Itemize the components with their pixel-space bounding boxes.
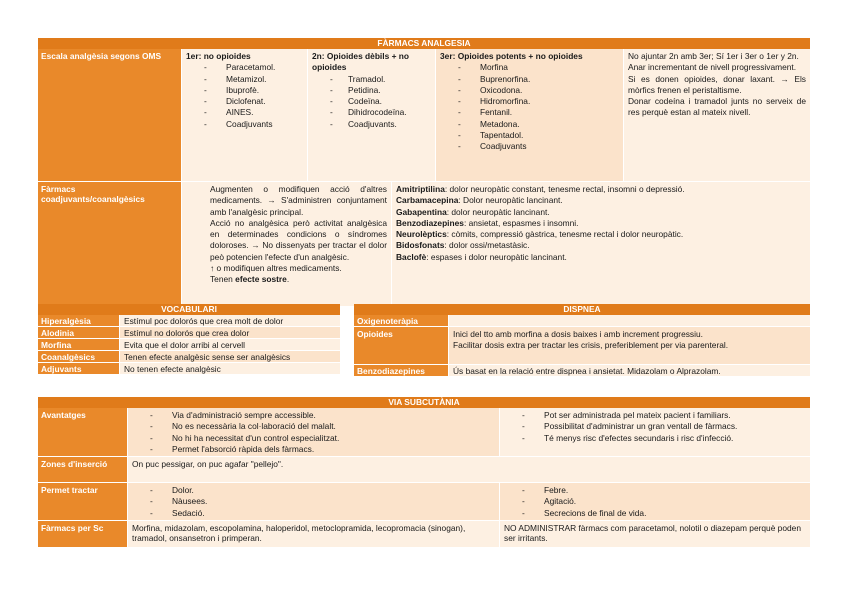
list-item: - Dolor. xyxy=(132,485,495,496)
opioides-label: Opioides xyxy=(354,327,449,365)
vocab-term: Morfina xyxy=(38,339,120,351)
opioides-line: Facilitar dosis extra per tractar les crisis, preferiblement per via parenteral. xyxy=(453,340,729,351)
step1-cell xyxy=(182,49,308,182)
zones-text: On puc pessigar, on puc agafar "pellejo". xyxy=(128,457,810,483)
zones-label: Zones d'inserció xyxy=(38,457,128,483)
list-item: - Metamizol. xyxy=(186,74,303,85)
list-item: - Oxicodona. xyxy=(440,85,619,96)
drug-text: : dolor ossi/metastàsic. xyxy=(444,240,530,251)
opioides-line: Inici del tto amb morfina a dosis baixes i amb increment progressiu. xyxy=(453,329,703,339)
list-item: - Coadjuvants xyxy=(186,119,303,130)
drug-name: Baclofè xyxy=(396,251,427,262)
list-item xyxy=(396,229,806,240)
list-item xyxy=(396,240,806,251)
list-item: - Permet l'absorció ràpida dels fàrmacs. xyxy=(132,444,495,455)
list-item: - Hidromorfina. xyxy=(440,96,619,107)
coad-desc-line: Acció no analgèsica però activitat analgèsica en determinades condicions o síndromes doloroses. → No dissenyats per tractar el dolor peò potencien l'efecte d'un analgèsic. xyxy=(210,217,387,262)
list-item: - Sedació. xyxy=(132,508,495,519)
drug-name: Neurolèptics xyxy=(396,229,447,240)
vocab-table xyxy=(38,304,340,375)
list-item: - AINES. xyxy=(186,107,303,118)
coad-desc-line xyxy=(210,274,387,285)
list-item: - Agitació. xyxy=(504,496,806,507)
farm-right: NO ADMINISTRAR fàrmacs com paracetamol, nolotil o diazepam perquè poden ser irritants. xyxy=(500,521,810,547)
coad-last-bold: efecte sostre xyxy=(235,274,287,285)
list-item: - No hi ha necessitat d'un control especialitzat. xyxy=(132,433,495,444)
perm-right-cell xyxy=(500,483,810,521)
sc-title: VIA SUBCUTÀNIA xyxy=(38,397,810,408)
list-item: - Pot ser administrada pel mateix pacient i familiars. xyxy=(504,410,806,421)
list-item: - Ibuprofè. xyxy=(186,85,303,96)
coad-desc-line: ↑ o modifiquen altres medicaments. xyxy=(210,263,342,274)
dispnea-title: DISPNEA xyxy=(354,304,810,315)
av-left-cell xyxy=(128,408,500,457)
perm-label: Permet tractar xyxy=(38,483,128,521)
vocab-def: Estímul no dolorós que crea dolor xyxy=(120,327,340,339)
opioides-cell xyxy=(449,327,810,365)
vocab-term: Hiperalgèsia xyxy=(38,315,120,327)
av-label: Avantatges xyxy=(38,408,128,457)
list-item: - Petidina. xyxy=(312,85,431,96)
list-item: - Codeïna. xyxy=(312,96,431,107)
note-line: Donar codeína i tramadol junts no serveix de res perquè estan al mateix nivell. xyxy=(628,96,806,118)
list-item: - Possibilitat d'administrar un gran ventall de fàrmacs. xyxy=(504,421,806,432)
list-item: - Coadjuvants. xyxy=(312,119,431,130)
step2-list xyxy=(312,74,431,130)
step3-list xyxy=(440,62,619,152)
step2-cell xyxy=(308,49,436,182)
perm-left-list xyxy=(132,485,495,519)
list-item xyxy=(396,195,806,206)
step1-title: 1er: no opioides xyxy=(186,51,251,61)
coad-label: Fàrmacs coadjuvants/coanalgèsics xyxy=(38,182,182,306)
drug-text: : espases i dolor neuropàtic lancinant. xyxy=(426,251,567,262)
list-item xyxy=(396,207,806,218)
drug-name: Gabapentina xyxy=(396,206,447,217)
list-item: - Dihidrocodeïna. xyxy=(312,107,431,118)
list-item: - Té menys risc d'efectes secundaris i risc d'infecció. xyxy=(504,433,806,444)
vocab-def: No tenen efecte analgèsic xyxy=(120,363,340,375)
drug-name: Bidosfonats xyxy=(396,240,445,251)
list-item: - Tramadol. xyxy=(312,74,431,85)
vocab-def: Estímul poc dolorós que crea molt de dolor xyxy=(120,315,340,327)
vocab-term: Alodinia xyxy=(38,327,120,339)
drug-text: : dolor neuropàtic constant, tenesme rectal, insomni o depressió. xyxy=(444,184,685,194)
drug-text: : dolor neuropàtic lancinant. xyxy=(446,206,550,217)
step3-cell xyxy=(436,49,624,182)
drug-name: Carbamacepina xyxy=(396,195,459,206)
benzo-text: Ús basat en la relació entre dispnea i ansietat. Midazolam o Alprazolam. xyxy=(449,365,810,377)
vocab-def: Tenen efecte analgèsic sense ser analgèsics xyxy=(120,351,340,363)
av-right-cell xyxy=(500,408,810,457)
drug-text: : ansietat, espasmes i insomni. xyxy=(463,217,579,228)
coad-desc-line: Augmenten o modifiquen acció d'altres medicaments. → S'administren conjuntament amb l'analgèsic principal. xyxy=(210,184,387,217)
list-item: - Nàusees. xyxy=(132,496,495,507)
step2-title: 2n: Opioides dèbils + no opioides xyxy=(312,51,410,73)
vocab-title: VOCABULARI xyxy=(38,304,340,315)
vocab-term: Coanalgèsics xyxy=(38,351,120,363)
oxi-cell xyxy=(449,315,810,327)
list-item: - Metadona. xyxy=(440,119,619,130)
note-line: Anar incrementant de nivell progressivament. xyxy=(628,62,797,73)
note-line: No ajuntar 2n amb 3er; Sí 1er i 3er o 1er y 2n. xyxy=(628,51,799,61)
list-item: - Diclofenat. xyxy=(186,96,303,107)
list-item: - Paracetamol. xyxy=(186,62,303,73)
list-item: - Coadjuvants xyxy=(440,141,619,152)
list-item: - Tapentadol. xyxy=(440,130,619,141)
drug-text: : Dolor neuropàtic lancinant. xyxy=(458,195,563,206)
farm-label: Fàrmacs per Sc xyxy=(38,521,128,547)
oxi-label: Oxigenoteràpia xyxy=(354,315,449,327)
list-item: - Secrecions de final de vida. xyxy=(504,508,806,519)
step1-list xyxy=(186,62,303,130)
coad-last-pre: Tenen xyxy=(210,274,236,285)
notes-cell xyxy=(624,49,810,182)
drug-name: Amitriptilina xyxy=(396,184,445,194)
list-item: - Fentanil. xyxy=(440,107,619,118)
list-item: - No es necessària la col·laboració del malalt. xyxy=(132,421,495,432)
list-item xyxy=(396,252,806,263)
coad-last-post: . xyxy=(286,274,290,285)
av-right-list xyxy=(504,410,806,444)
sc-table xyxy=(38,397,810,547)
coad-list-cell xyxy=(392,182,810,306)
list-item: - Via d'administració sempre accessible. xyxy=(132,410,495,421)
coad-desc-cell xyxy=(182,182,392,306)
av-left-list xyxy=(132,410,495,455)
oms-label: Escala analgèsia segons OMS xyxy=(38,49,182,182)
note-line: Si es donen opioides, donar laxant. → Els mòrfics frenen el peristaltisme. xyxy=(628,73,806,95)
farmacs-table xyxy=(38,38,810,306)
list-item xyxy=(396,184,806,195)
benzo-label: Benzodiazepines xyxy=(354,365,449,377)
farmacs-title: FÀRMACS ANALGESIA xyxy=(38,38,810,49)
drug-text: : còmits, compressió gàstrica, tenesme rectal i dolor neuropàtic. xyxy=(446,229,684,240)
step3-title: 3er: Opioides potents + no opioides xyxy=(440,51,583,61)
perm-left-cell xyxy=(128,483,500,521)
vocab-term: Adjuvants xyxy=(38,363,120,375)
drug-name: Benzodiazepines xyxy=(396,217,464,228)
list-item: - Febre. xyxy=(504,485,806,496)
farm-left: Morfina, midazolam, escopolamina, haloperidol, metoclopramida, lecopromacia (sinogan), tramadol, onsansetron i primperan. xyxy=(128,521,500,547)
list-item: - Buprenorfina. xyxy=(440,74,619,85)
list-item: - Morfina xyxy=(440,62,619,73)
vocab-def: Evita que el dolor arribi al cervell xyxy=(120,339,340,351)
dispnea-table xyxy=(354,304,810,377)
perm-right-list xyxy=(504,485,806,519)
list-item xyxy=(396,218,806,229)
